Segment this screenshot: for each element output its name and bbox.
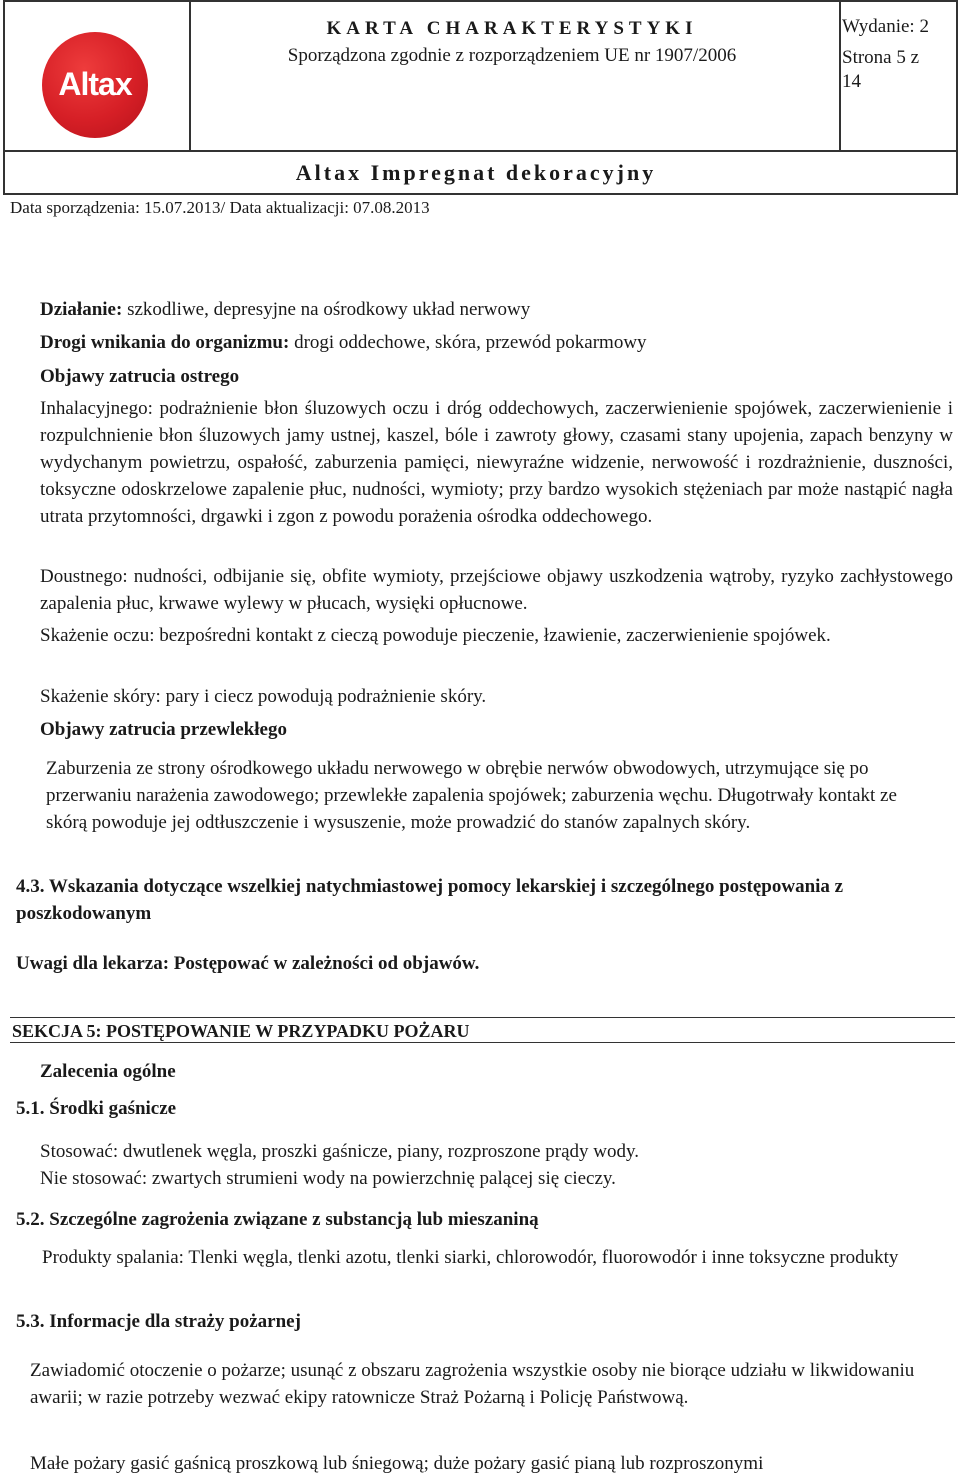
section-5-heading: SEKCJA 5: POSTĘPOWANIE W PRZYPADKU POŻARU — [10, 1017, 955, 1043]
przewlekle-heading: Objawy zatrucia przewlekłego — [40, 719, 287, 740]
ostre-heading: Objawy zatrucia ostrego — [40, 366, 240, 387]
male-pozary-line: Małe pożary gasić gaśnicą proszkową lub śniegową; duże pożary gasić pianą lub rozproszonymi — [30, 1453, 764, 1474]
card-subtitle: Sporządzona zgodnie z rozporządzeniem UE nr 1907/2006 — [287, 45, 737, 66]
dzialanie-line — [40, 296, 955, 323]
altax-logo-text: Altax — [58, 66, 132, 102]
drogi-line — [40, 329, 955, 356]
section-5-3-paragraph: Zawiadomić otoczenie o pożarze; usunąć z obszaru zagrożenia wszystkie osoby nie biorące udziału w likwidowaniu awarii; w razie potrzeby wezwać ekipy ratownicze Straż Pożarną i Policję Państwową. — [30, 1360, 915, 1408]
product-name: Altax Impregnat dekoracyjny — [295, 160, 657, 185]
doustne-paragraph: Doustnego: nudności, odbijanie się, obfite wymioty, przejściowe objawy uszkodzenia wątroby, ryzyko zachłystowego zapalenia płuc, krwawe wylewy w płucach, wysięki opłucnowe. — [40, 566, 953, 614]
section-4-3-heading: 4.3. Wskazania dotyczące wszelkiej natychmiastowej pomocy lekarskiej i szczególnego postępowania z poszkodowanym — [16, 876, 844, 924]
card-title: KARTA CHARAKTERYSTYKI — [326, 18, 698, 39]
section-5-3-heading: 5.3. Informacje dla straży pożarnej — [16, 1311, 301, 1332]
inhalacyjne-paragraph: Inhalacyjnego: podrażnienie błon śluzowych oczu i dróg oddechowych, zaczerwienienie spojówek, zaczerwienienie i rozpulchnienie błon śluzowych jamy ustnej, kaszel, bóle i zawroty głowy, czasami stany upojenia, zapach benzyny w wydychanym powietrzu, ospałość, zaburzenia pamięci, niewyraźne widzenie, nerwowość i rozdrażnienie, duszności, toksyczne odoskrzelowe zapalenie płuc, nudności, wymioty; przy bardzo wysokich stężeniach par może nastąpić nagła utrata przytomności, drgawki i zgon z powodu porażenia ośrodka oddechowego. — [40, 398, 953, 527]
zalecenia-heading: Zalecenia ogólne — [40, 1061, 176, 1082]
section-5-2-paragraph: Produkty spalania: Tlenki węgla, tlenki azotu, tlenki siarki, chlorowodór, fluorowodór i inne toksyczne produkty — [42, 1247, 899, 1268]
edition-number: Wydanie: 2 — [842, 16, 929, 37]
altax-logo — [42, 32, 148, 138]
dzialanie-label: Działanie: — [40, 299, 123, 320]
section-5-2-heading: 5.2. Szczególne zagrożenia związane z substancją lub mieszaniną — [16, 1209, 539, 1230]
section-5-1-line-2: Nie stosować: zwartych strumieni wody na powierzchnię palącej się cieczy. — [40, 1168, 616, 1189]
przewlekle-paragraph: Zaburzenia ze strony ośrodkowego układu nerwowego w obrębie nerwów obwodowych, utrzymujące się po przerwaniu narażenia zawodowego; przewlekłe zapalenia spojówek; zaburzenia węchu. Długotrwały kontakt ze skórą powoduje jej odtłuszczenie i wysuszenie, może prowadzić do stanów zapalnych skóry. — [46, 758, 897, 833]
dzialanie-text: szkodliwe, depresyjne na ośrodkowy układ nerwowy — [122, 299, 531, 320]
document-dates: Data sporządzenia: 15.07.2013/ Data aktualizacji: 07.08.2013 — [10, 198, 430, 217]
drogi-label: Drogi wnikania do organizmu: — [40, 332, 290, 353]
section-5-1-line-1: Stosować: dwutlenek węgla, proszki gaśnicze, piany, rozproszone prądy wody. — [40, 1141, 640, 1162]
page-number: Strona 5 z 14 — [842, 47, 920, 92]
skora-paragraph: Skażenie skóry: pary i ciecz powodują podrażnienie skóry. — [40, 686, 487, 707]
oczy-paragraph: Skażenie oczu: bezpośredni kontakt z cieczą powoduje pieczenie, łzawienie, zaczerwienienie spojówek. — [40, 625, 831, 646]
section-5-1-heading: 5.1. Środki gaśnicze — [16, 1098, 177, 1119]
drogi-text: drogi oddechowe, skóra, przewód pokarmowy — [289, 332, 647, 353]
uwagi-dla-lekarza: Uwagi dla lekarza: Postępować w zależności od objawów. — [16, 953, 480, 974]
